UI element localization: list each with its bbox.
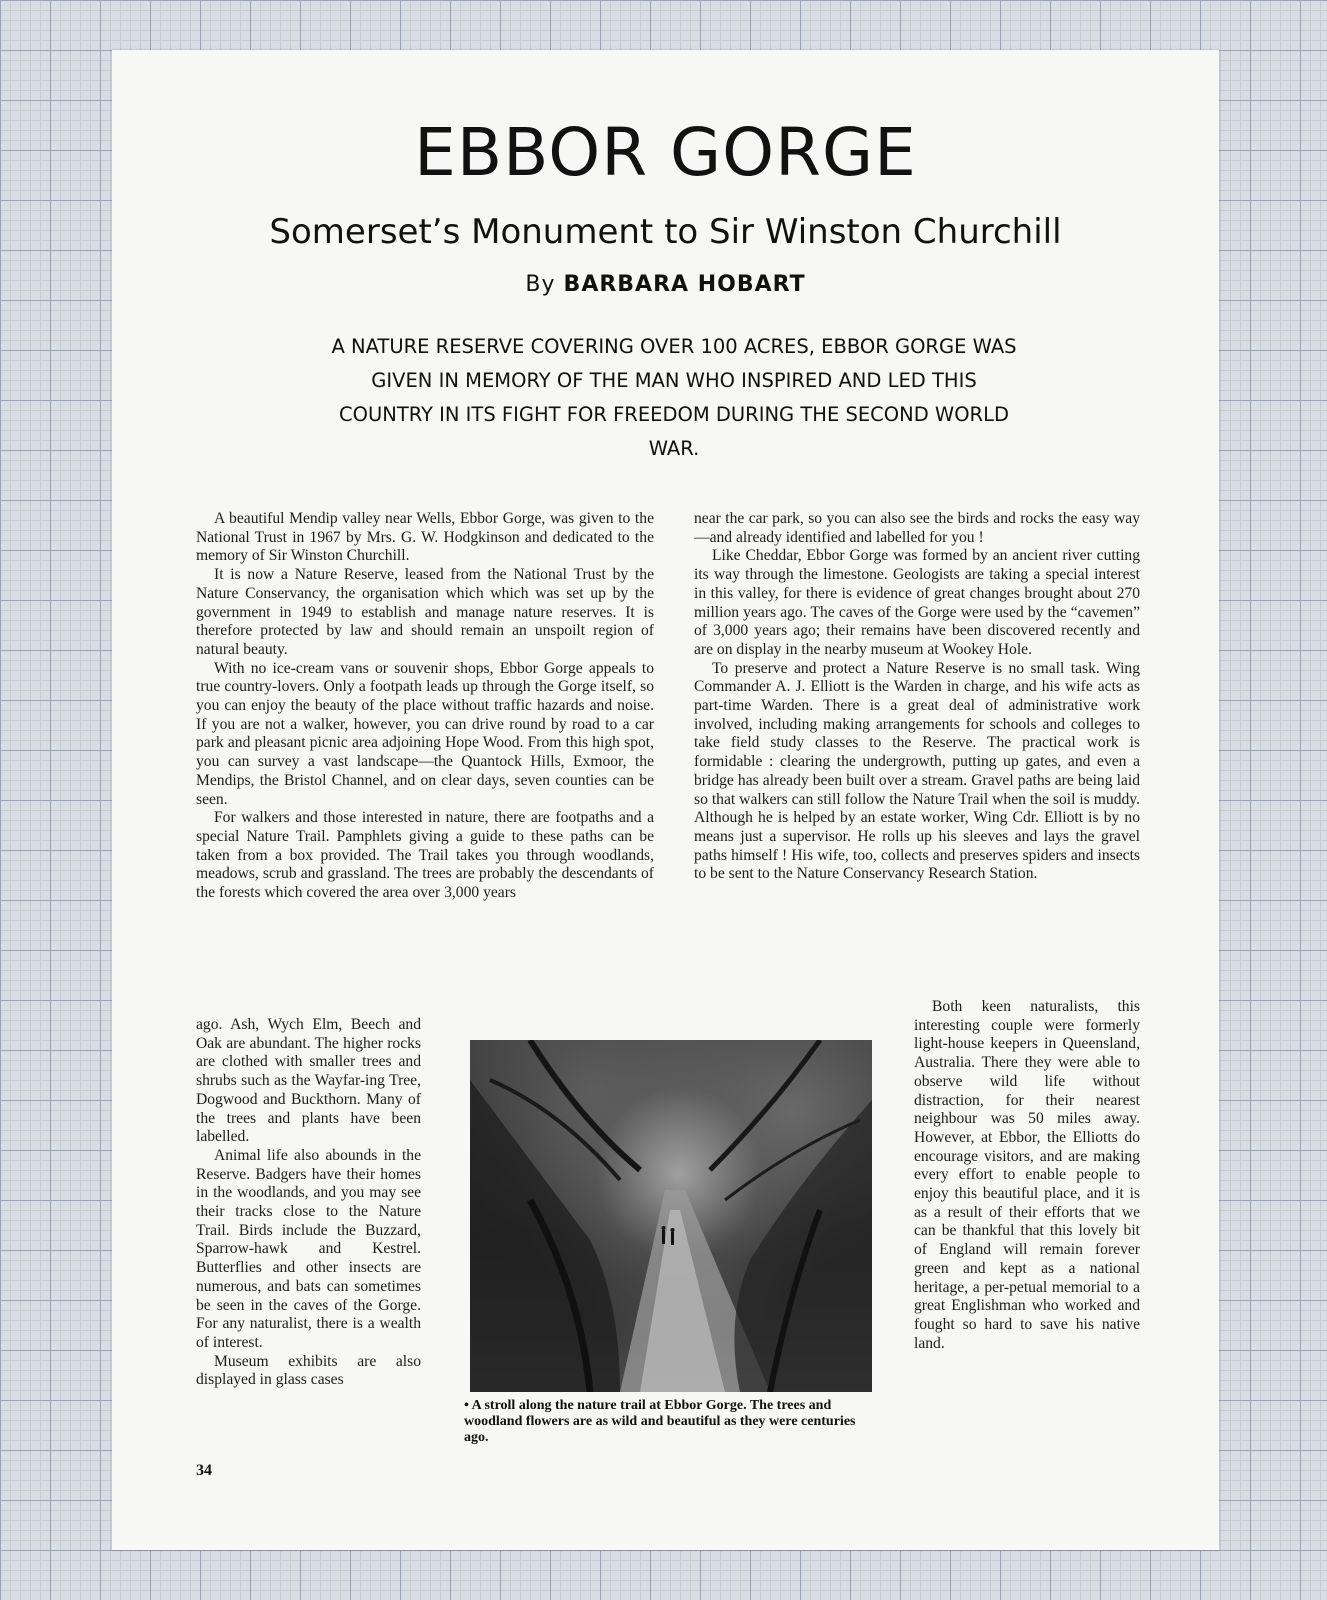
- byline: [112, 272, 1219, 297]
- page-number: 34: [196, 1462, 212, 1479]
- paragraph: Like Cheddar, Ebbor Gorge was formed by an ancient river cutting its way through the limestone. Geologists are taking a special interest in this valley, for there is evidence of great changes brought about 270 million years ago. The caves of the Gorge were used by the “cavemen” of 3,000 years ago; their remains have been discovered recently and are on display in the nearby museum at Wookey Hole.: [694, 547, 1140, 658]
- paragraph: With no ice-cream vans or souvenir shops, Ebbor Gorge appeals to true country-lovers. Only a footpath leads up through the Gorge itself, so you can enjoy the beauty of the place without traffic hazards and noise. If you are not a walker, however, you can drive round by road to a car park and pleasant picnic area adjoining Hope Wood. From this high spot, you can survey a vast landscape—the Quantock Hills, Exmoor, the Mendips, the Bristol Channel, and on clear days, seven counties can be seen.: [196, 659, 654, 808]
- column-2: [694, 510, 1140, 884]
- byline-author: BARBARA HOBART: [563, 272, 806, 297]
- column-1-narrow: [196, 1016, 421, 1390]
- column-1: [196, 510, 654, 903]
- woodland-path-illustration: [470, 1040, 872, 1392]
- paragraph: A beautiful Mendip valley near Wells, Ebbor Gorge, was given to the National Trust in 1967 by Mrs. G. W. Hodgkinson and dedicated to the memory of Sir Winston Churchill.: [196, 510, 654, 565]
- column-3: [914, 998, 1140, 1353]
- byline-prefix: By: [525, 272, 556, 297]
- paragraph: ago. Ash, Wych Elm, Beech and Oak are abundant. The higher rocks are clothed with smaller trees and shrubs such as the Wayfar-ing Tree, Dogwood and Buckthorn. Many of the trees and plants have been labelled.: [196, 1016, 421, 1146]
- paragraph: It is now a Nature Reserve, leased from the National Trust by the Nature Conservancy, the organisation which which was set up by the government in 1949 to establish and manage nature reserves. It is therefore protected by law and should remain an unspoilt region of natural beauty.: [196, 566, 654, 658]
- standfirst: A NATURE RESERVE COVERING OVER 100 ACRES, EBBOR GORGE WAS GIVEN IN MEMORY OF THE MAN WHO INSPIRED AND LED THIS COUNTRY IN ITS FIGHT FOR FREEDOM DURING THE SECOND WORLD WAR.: [331, 335, 1017, 460]
- paragraph: near the car park, so you can also see the birds and rocks the easy way—and already identified and labelled for you !: [694, 510, 1140, 546]
- paragraph: To preserve and protect a Nature Reserve is no small task. Wing Commander A. J. Elliott is the Warden in charge, and his wife acts as part-time Warden. There is a great deal of administrative work involved, including making arrangements for schools and colleges to take field study classes to the Reserve. The practical work is formidable : clearing the undergrowth, putting up gates, and even a bridge has already been built over a stream. Gravel paths are being laid so that walkers can still follow the Nature Trail when the soil is muddy. Although he is helped by an estate worker, Wing Cdr. Elliott is by no means just a supervisor. He rolls up his sleeves and lays the gravel paths himself ! His wife, too, collects and preserves spiders and insects to be sent to the Nature Conservancy Research Station.: [694, 659, 1140, 883]
- paragraph: For walkers and those interested in nature, there are footpaths and a special Nature Trail. Pamphlets giving a guide to these paths can be taken from a box provided. The Trail takes you through woodlands, meadows, scrub and grassland. The trees are probably the descendants of the forests which covered the area over 3,000 years: [196, 809, 654, 902]
- paragraph: Museum exhibits are also displayed in glass cases: [196, 1352, 421, 1389]
- article-subtitle: Somerset’s Monument to Sir Winston Churchill: [269, 212, 1062, 252]
- paragraph: Animal life also abounds in the Reserve. Badgers have their homes in the woodlands, and you may see their tracks close to the Nature Trail. Birds include the Buzzard, Sparrow-hawk and Kestrel. Butterflies and other insects are numerous, and bats can sometimes be seen in the caves of the Gorge. For any naturalist, there is a wealth of interest.: [196, 1146, 421, 1351]
- paragraph: Both keen naturalists, this interesting couple were formerly light-house keepers in Queensland, Australia. There they were able to observe wild life without distraction, for their nearest neighbour was 50 miles away. However, at Ebbor, the Elliotts do encourage visitors, and are making every effort to enable people to enjoy this beautiful place, and it is as a result of their efforts that we can be thankful that this lovely bit of England will remain forever green and kept as a national heritage, a per-petual memorial to a great Englishman who worked and fought so hard to save his native land.: [914, 998, 1140, 1352]
- article-title: EBBOR GORGE: [414, 114, 917, 191]
- magazine-page: [112, 50, 1219, 1550]
- gorge-photo: [470, 1040, 872, 1392]
- photo-caption: • A stroll along the nature trail at Ebbor Gorge. The trees and woodland flowers are as wild and beautiful as they were centuries ago.: [464, 1398, 856, 1445]
